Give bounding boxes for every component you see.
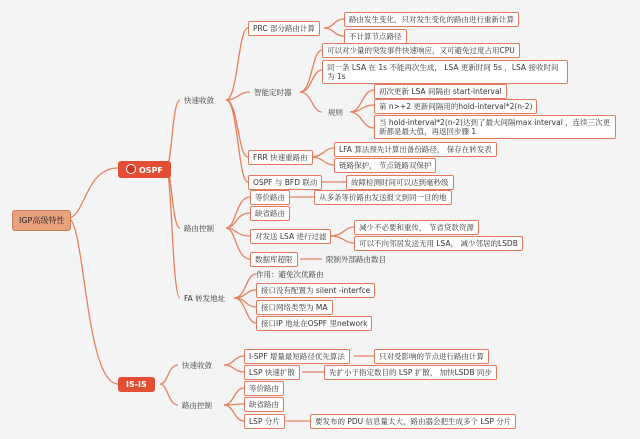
fa-item-1: 作用：避免次优路由 (256, 270, 324, 279)
isis-equal-cost: 等价路由 (244, 381, 284, 396)
smart-timer-node: 智能定时器 (254, 88, 292, 97)
ospf-label: OSPF (139, 166, 163, 175)
isis-fast-convergence: 快速收敛 (182, 361, 212, 370)
fa-item-2: 接口没有配置为 silent -interfce (256, 283, 375, 298)
ospf-equal-cost-detail: 从多条等价路由发送报文到同一目的地 (314, 190, 452, 205)
lsp-flood-detail: 先扩小于指定数目的 LSP 扩散， 加快LSDB 同步 (324, 365, 497, 380)
ispf-node: I-SPF 增量最短路径优先算法 (244, 349, 350, 364)
lsp-frag-detail: 要发布的 PDU 信息量太大，路由器会把生成多个 LSP 分片 (310, 414, 516, 429)
bfd-node: OSPF 与 BFD 联动 (248, 175, 322, 190)
isis-node: IS-IS (118, 377, 155, 392)
rule-item-3: 当 hold-interval*2(n-2)达到了最大间隔max interval ，连续三次更新都是最大值，再返回步骤 1 (374, 115, 616, 139)
ospf-fast-convergence: 快速收敛 (184, 96, 214, 105)
bfd-detail: 故障检测时间可以达到毫秒级 (346, 175, 454, 190)
root-node: IGP高级特性 (12, 210, 71, 231)
smart-timer-item-2: 同一条 LSA 在 1s 不能再次生成， LSA 更新时间 5s ，LSA 接收时间为 1s (322, 60, 568, 84)
prc-item-1: 路由发生变化，只对发生变化的路由进行重新计算 (344, 12, 519, 27)
rule-item-1: 初次更新 LSA 间隔由 start-interval (374, 84, 507, 99)
ispf-detail: 只对受影响的节点进行路由计算 (374, 349, 489, 364)
prc-item-2: 不计算节点路径 (344, 29, 407, 44)
ospf-default-route: 缺省路由 (250, 206, 290, 221)
frr-item-1: LFA 算法预先计算出备份路径， 保存在转发表 (334, 142, 497, 157)
lsp-flood-node: LSP 快速扩散 (244, 365, 300, 380)
ospf-routing-control: 路由控制 (184, 224, 214, 233)
smart-timer-item-1: 可以对少量的突发事件快速响应，又可避免过度占用CPU (322, 43, 520, 58)
ospf-equal-cost-node: 等价路由 (250, 190, 290, 205)
ospf-fa: FA 转发地址 (184, 294, 226, 303)
fa-item-3: 接口网络类型为 MA (256, 300, 333, 315)
ospf-node (118, 161, 171, 178)
db-limit-node: 数据库超限 (250, 252, 298, 267)
lsp-frag-node: LSP 分片 (244, 414, 285, 429)
fa-item-4: 接口IP 地址在OSPF 里network (256, 316, 372, 331)
lsa-filter-item-2: 可以不向邻居发送无用 LSA， 减少邻居的LSDB (354, 236, 523, 251)
lsa-filter-node: 对发送 LSA 进行过滤 (250, 229, 331, 244)
isis-default-route: 缺省路由 (244, 397, 284, 412)
frr-item-2: 链路保护， 节点链路双保护 (334, 158, 436, 173)
isis-routing-control: 路由控制 (182, 401, 212, 410)
ospf-dot-icon (126, 164, 136, 174)
prc-node: PRC 部分路由计算 (248, 21, 320, 36)
lsa-filter-item-1: 减少不必要和重传， 节省贷款资源 (354, 220, 479, 235)
frr-node: FRR 快速重路由 (248, 150, 313, 165)
rule-item-2: 第 n>+2 更新间隔用的hold-interval*2(n-2) (374, 99, 537, 114)
rule-node: 规则 (328, 108, 343, 117)
db-limit-detail: 限制外部路由数目 (326, 255, 386, 264)
